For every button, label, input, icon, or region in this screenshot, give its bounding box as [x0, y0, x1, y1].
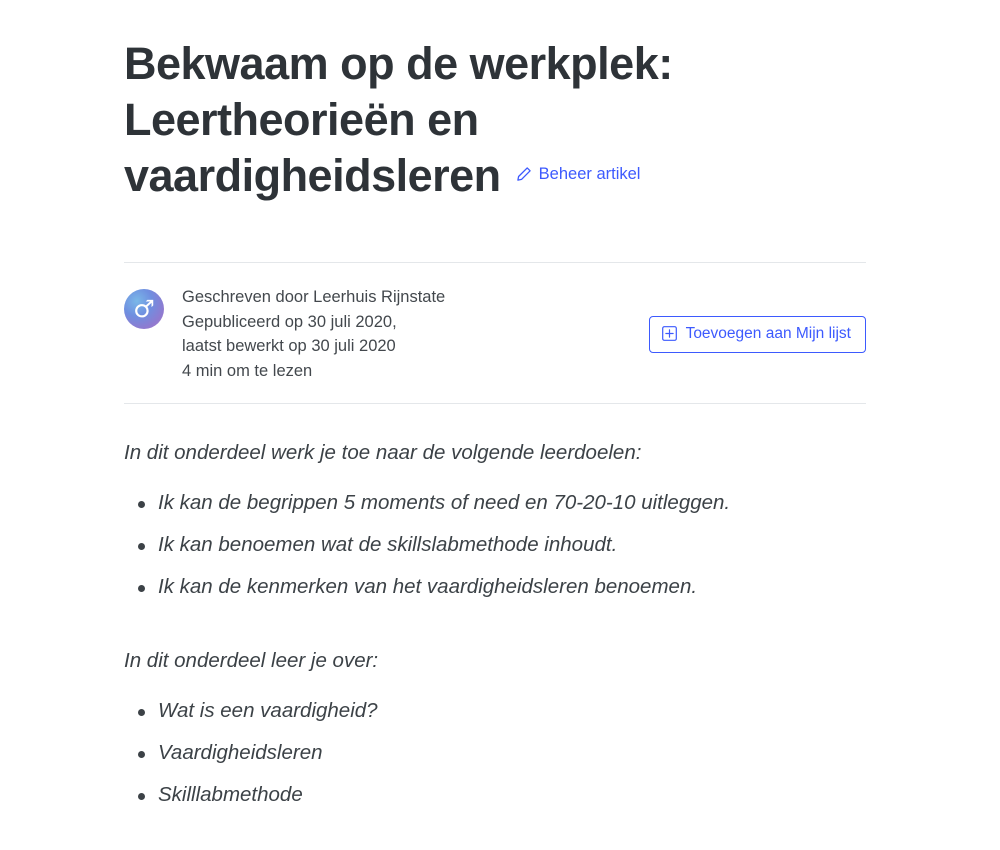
byline-published: Gepubliceerd op 30 juli 2020, [182, 312, 397, 331]
topics-intro: In dit onderdeel leer je over: [124, 649, 379, 672]
add-to-my-list-button[interactable] [649, 316, 866, 353]
list-item: Vaardigheidsleren [158, 732, 866, 774]
byline-read-time: 4 min om te lezen [182, 361, 313, 380]
user-avatar-icon: ♂ [133, 295, 155, 323]
title-block [124, 0, 866, 204]
avatar [124, 289, 164, 329]
article-body [124, 438, 866, 816]
list-item: Ik kan de begrippen 5 moments of need en 70-20-10 uitleggen. [158, 482, 866, 524]
add-to-my-list-label: Toevoegen aan Mijn lijst [685, 324, 851, 342]
byline-text [182, 285, 649, 383]
plus-box-icon [662, 326, 677, 341]
byline-edited: laatst bewerkt op 30 juli 2020 [182, 337, 396, 355]
manage-article-link[interactable] [515, 165, 641, 184]
list-item: Skilllabmethode [158, 774, 866, 816]
pencil-icon [515, 166, 532, 183]
article-content [124, 0, 866, 816]
list-item: Ik kan benoemen wat de skillslabmethode inhoudt. [158, 524, 866, 566]
topics-list [124, 690, 866, 816]
byline [124, 262, 866, 404]
page-title-line-1: Bekwaam op de werkplek: [124, 38, 673, 89]
list-item: Ik kan de kenmerken van het vaardigheidsleren benoemen. [158, 566, 866, 608]
list-item: Wat is een vaardigheid? [158, 690, 866, 732]
manage-article-label: Beheer artikel [538, 165, 641, 183]
goals-list [124, 482, 866, 608]
page-title-line-3: vaardigheidsleren [124, 150, 501, 201]
page-title-line-2: Leertheorieën en [124, 94, 479, 145]
byline-author: Geschreven door Leerhuis Rijnstate [182, 288, 446, 306]
goals-intro: In dit onderdeel werk je toe naar de volgende leerdoelen: [124, 441, 642, 464]
